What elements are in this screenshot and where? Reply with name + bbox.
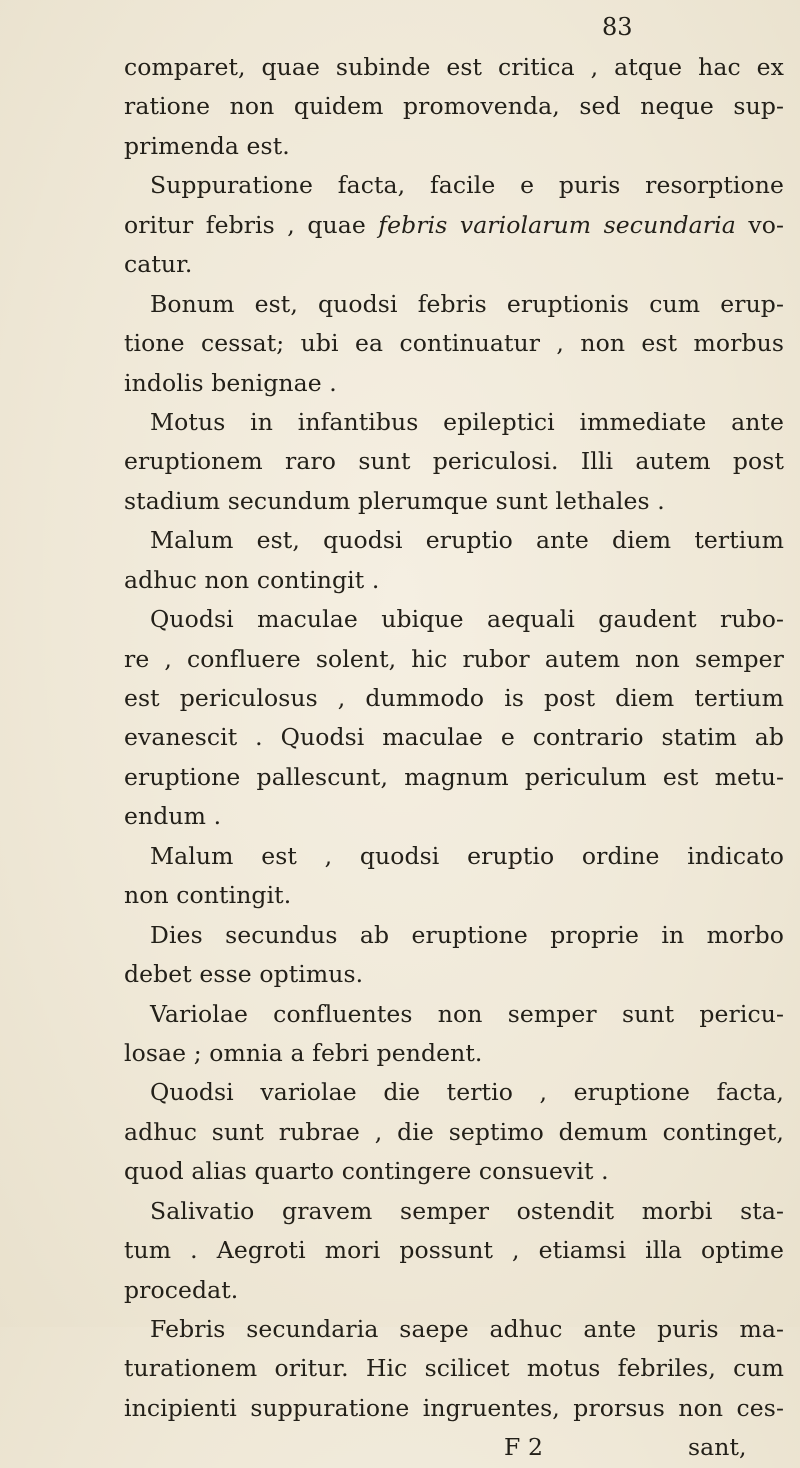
text-line: tione cessat; ubi ea continuatur , non est morbus: [124, 329, 784, 358]
page-number: 83: [602, 13, 633, 41]
text-line: est periculosus , dummodo is post diem tertium: [124, 684, 784, 712]
text-line: turationem oritur. Hic scilicet motus febriles, cum: [124, 1354, 784, 1383]
text-line: evanescit . Quodsi maculae e contrario statim ab: [124, 723, 784, 752]
text-line: stadium secundum plerumque sunt lethales .: [124, 486, 665, 515]
text-line: debet esse optimus.: [124, 960, 364, 989]
text-line: losae ; omnia a febri pendent.: [124, 1038, 483, 1067]
text-line: incipienti suppuratione ingruentes, prorsus non ces-: [124, 1393, 784, 1422]
body-text: [124, 48, 784, 1468]
text-line: Motus in infantibus epileptici immediate ante: [150, 407, 784, 436]
text-line: Suppuratione facta, facile e puris resorptione: [150, 171, 784, 200]
text-line: eruptionem raro sunt periculosi. Illi autem post: [124, 447, 784, 476]
text-line: Malum est, quodsi eruptio ante diem tertium: [150, 526, 784, 555]
text-line: Malum est , quodsi eruptio ordine indicato: [150, 841, 784, 870]
signature-mark: F 2: [504, 1433, 544, 1462]
text-line: adhuc non contingit .: [124, 565, 380, 594]
text-line: Dies secundus ab eruptione proprie in morbo: [150, 920, 784, 949]
text-line: re , confluere solent, hic rubor autem non semper: [124, 644, 784, 673]
text-line: ratione non quidem promovenda, sed neque sup-: [124, 92, 784, 121]
text-line: non contingit.: [124, 881, 292, 910]
text-line: procedat.: [124, 1275, 239, 1304]
text-line: tum . Aegroti mori possunt , etiamsi illa optime: [124, 1236, 784, 1265]
text-line: endum .: [124, 802, 222, 831]
signature-line: [124, 1428, 784, 1467]
text-line: primenda est.: [124, 131, 290, 160]
text-line: adhuc sunt rubrae , die septimo demum continget,: [124, 1117, 784, 1146]
italic-term: febris variolarum secundaria: [378, 210, 736, 239]
text-segment: oritur febris , quae: [124, 210, 379, 239]
text-line: eruptione pallescunt, magnum periculum est metu-: [124, 762, 784, 791]
text-line: comparet, quae subinde est critica , atque hac ex: [124, 53, 784, 81]
text-line: catur.: [124, 250, 193, 279]
text-line: indolis benignae .: [124, 368, 337, 397]
text-line: Febris secundaria saepe adhuc ante puris ma-: [150, 1315, 784, 1343]
text-line: quod alias quarto contingere consuevit .: [124, 1157, 609, 1186]
text-line: [124, 206, 784, 245]
catchword: sant,: [688, 1433, 747, 1462]
text-line: Quodsi variolae die tertio , eruptione facta,: [150, 1078, 784, 1107]
text-line: Salivatio gravem semper ostendit morbi sta-: [150, 1196, 784, 1225]
text-line: Quodsi maculae ubique aequali gaudent rubo-: [150, 605, 784, 634]
text-line: Bonum est, quodsi febris eruptionis cum erup-: [150, 289, 784, 318]
text-segment: vo-: [735, 210, 784, 239]
text-line: Variolae confluentes non semper sunt pericu-: [150, 999, 784, 1028]
